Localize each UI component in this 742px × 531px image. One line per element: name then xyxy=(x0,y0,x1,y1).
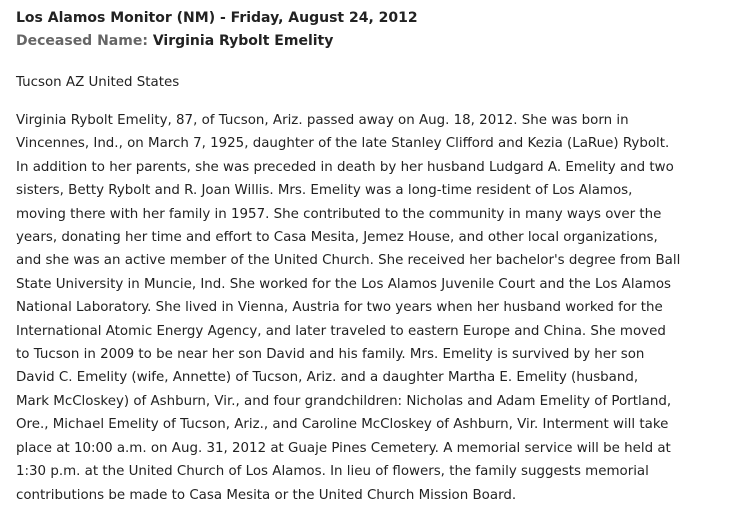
obituary-line: Virginia Rybolt Emelity, 87, of Tucson, Ariz. passed away on Aug. 18, 2012. She was born in xyxy=(16,113,629,128)
obituary-line: to Tucson in 2009 to be near her son David and his family. Mrs. Emelity is survived by her son xyxy=(16,347,645,363)
deceased-name-row xyxy=(16,31,726,51)
deceased-name-label: Deceased Name: xyxy=(16,33,148,49)
obituary-line: State University in Muncie, Ind. She worked for the Los Alamos Juvenile Court and the Los Alamos xyxy=(16,276,671,292)
obituary-line: sisters, Betty Rybolt and R. Joan Willis. Mrs. Emelity was a long-time resident of Los Alamos, xyxy=(16,183,633,199)
obituary-line: International Atomic Energy Agency, and later traveled to eastern Europe and China. She moved xyxy=(16,323,666,339)
obituary-line: David C. Emelity (wife, Annette) of Tucson, Ariz. and a daughter Martha E. Emelity (husband, xyxy=(16,370,639,386)
deceased-name-value: Virginia Rybolt Emelity xyxy=(152,33,334,49)
obituary-line: and she was an active member of the United Church. She received her bachelor's degree from Ball xyxy=(16,253,681,269)
obituary-line: Ore., Michael Emelity of Tucson, Ariz., and Caroline McCloskey of Ashburn, Vir. Interment will take xyxy=(16,417,669,433)
obituary-line: Mark McCloskey) of Ashburn, Vir., and four grandchildren: Nicholas and Adam Emelity of Portland, xyxy=(16,393,672,409)
obituary-line: Vincennes, Ind., on March 7, 1925, daughter of the late Stanley Clifford and Kezia (LaRue) Rybolt. xyxy=(16,136,670,152)
obituary-line: contributions be made to Casa Mesita or the United Church Mission Board. xyxy=(16,487,517,503)
obituary-line: place at 10:00 a.m. on Aug. 31, 2012 at Guaje Pines Cemetery. A memorial service will be held at xyxy=(16,440,671,456)
publication-date: Friday, August 24, 2012 xyxy=(230,10,418,26)
obituary-line: years, donating her time and effort to Casa Mesita, Jemez House, and other local organizations, xyxy=(16,230,658,246)
obituary-line: National Laboratory. She lived in Vienna, Austria for two years when her husband worked for the xyxy=(16,300,663,316)
obituary-body xyxy=(16,109,728,507)
obituary-line: 1:30 p.m. at the United Church of Los Alamos. In lieu of flowers, the family suggests memorial xyxy=(16,464,649,480)
headline xyxy=(16,8,726,28)
obituary-line: In addition to her parents, she was preceded in death by her husband Ludgard A. Emelity and two xyxy=(16,159,674,175)
newspaper-source: Los Alamos Monitor (NM) xyxy=(16,10,216,26)
location: Tucson AZ United States xyxy=(16,75,180,90)
obituary-line: moving there with her family in 1957. She contributed to the community in many ways over the xyxy=(16,206,662,222)
headline-separator: - xyxy=(215,10,231,26)
